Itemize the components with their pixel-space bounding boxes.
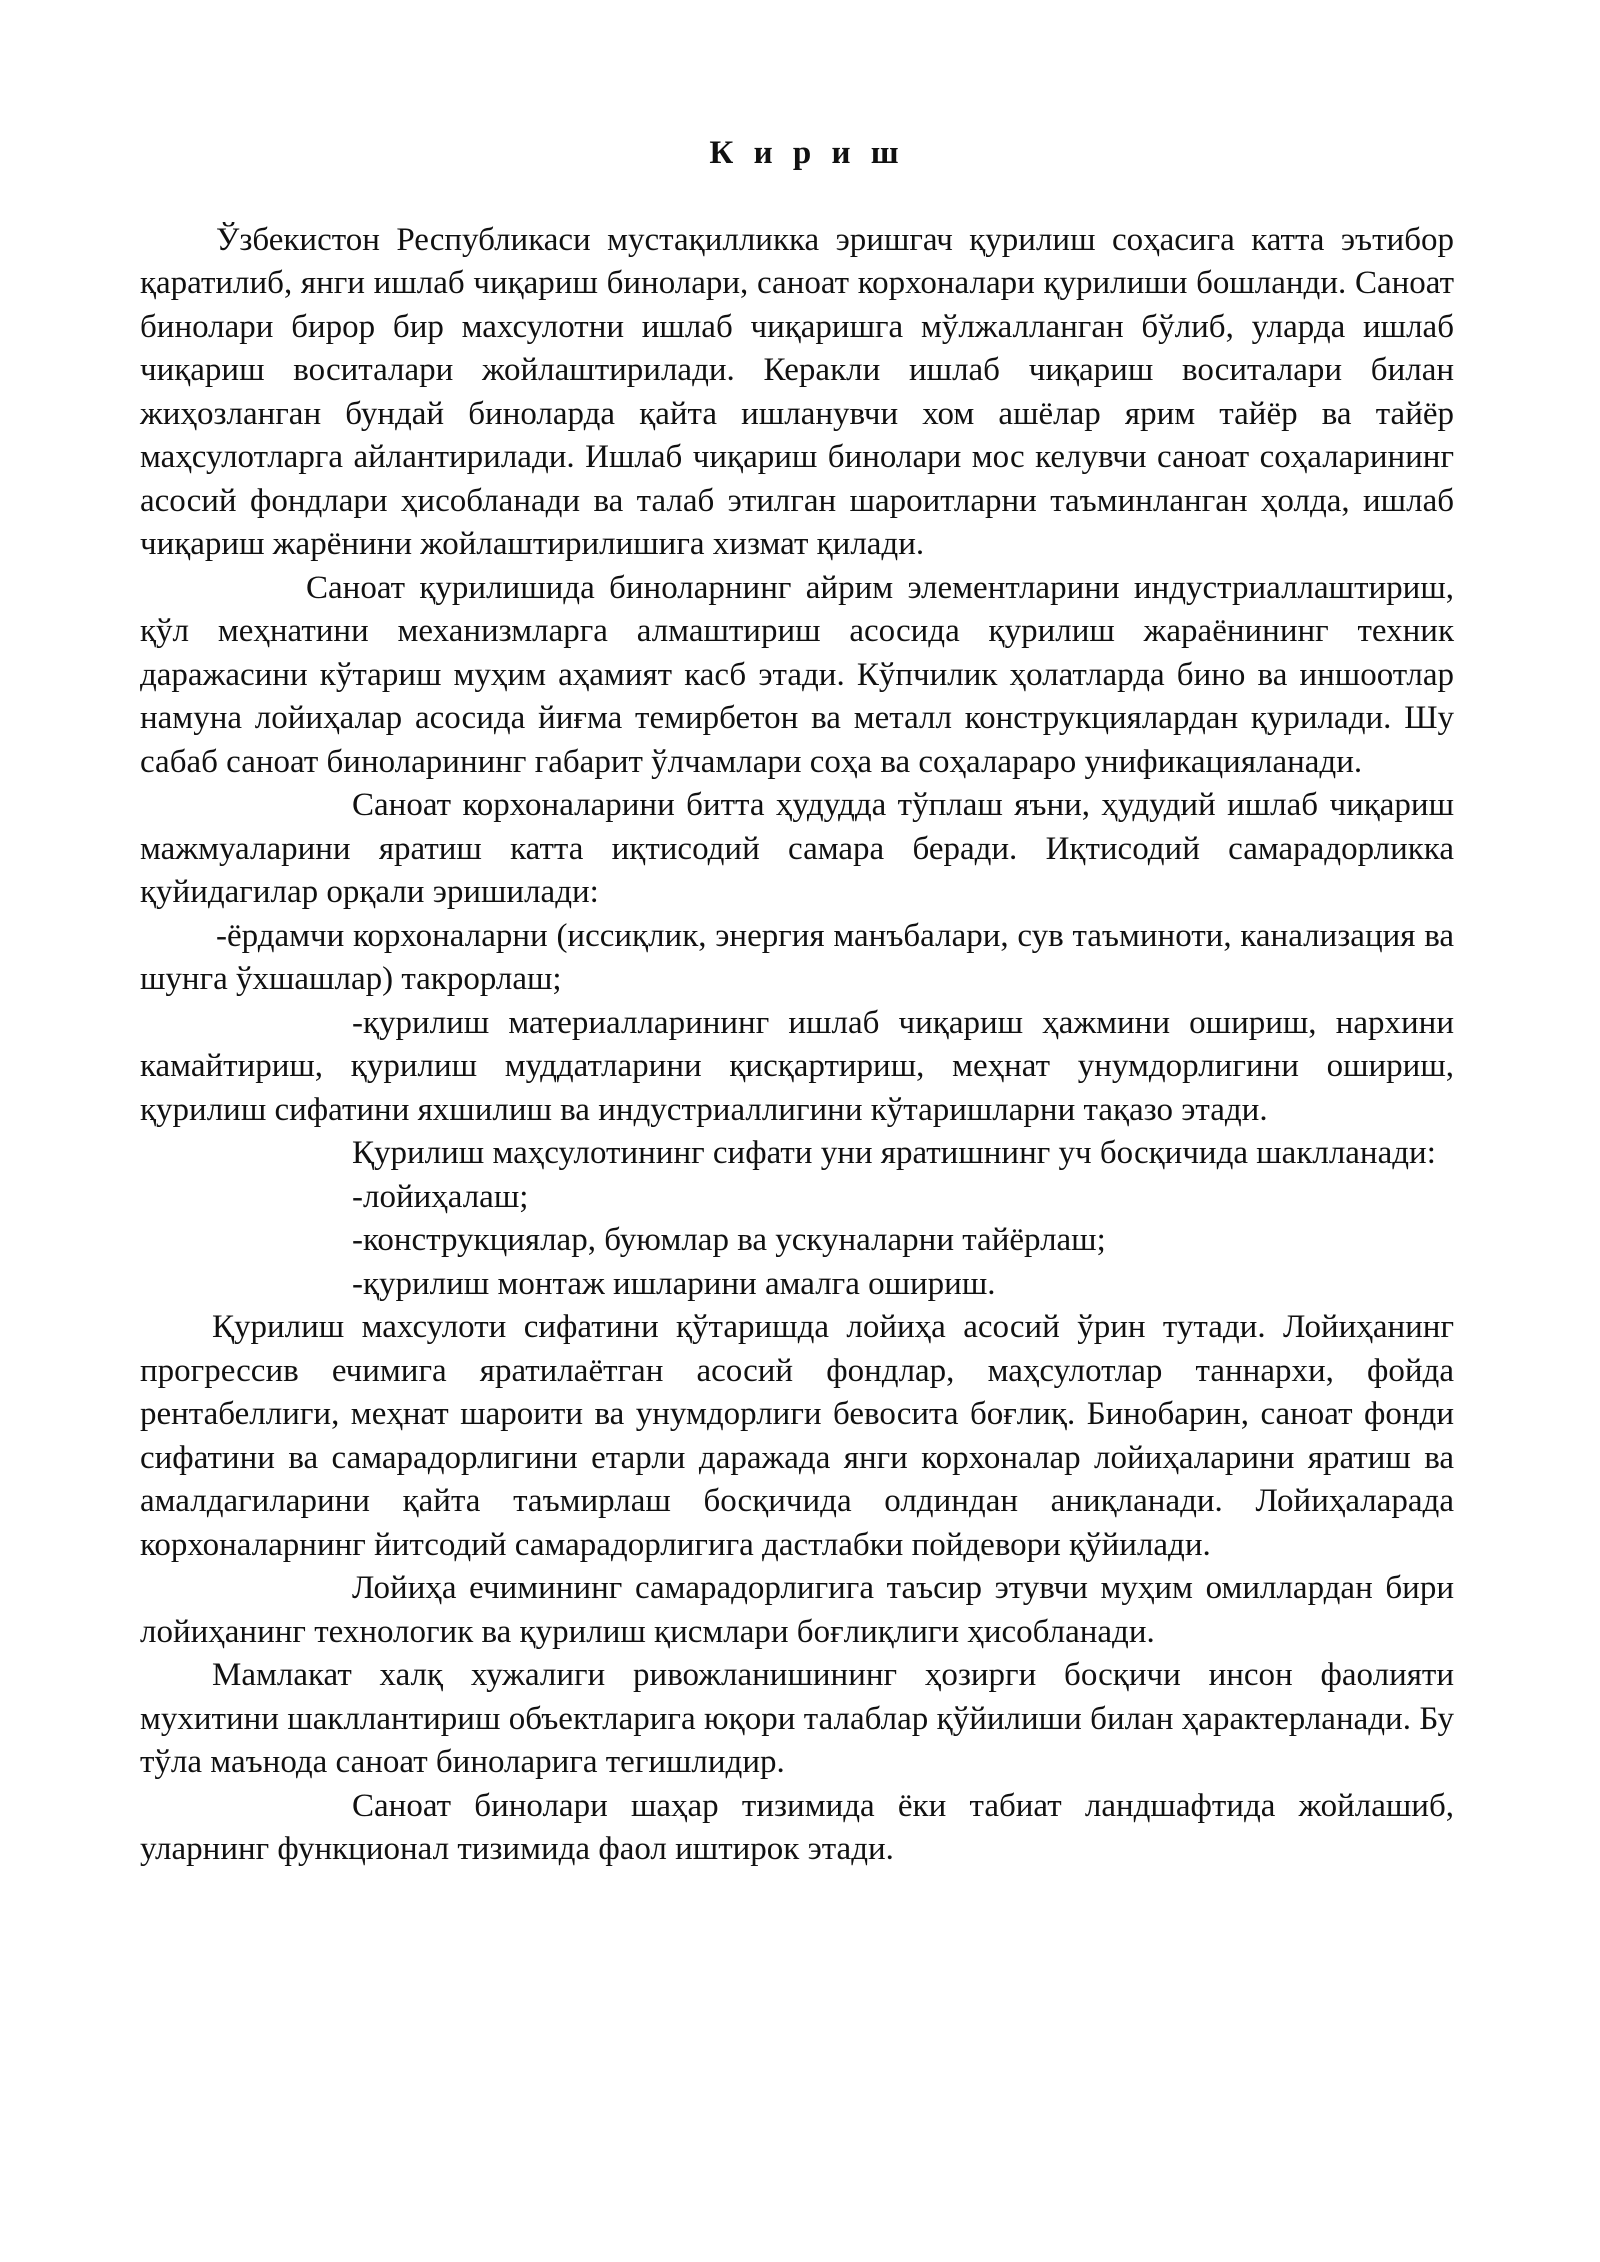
list-item-1: -ёрдамчи корхоналарни (иссиқлик, энергия манъбалари, сув таъминоти, канализация ва шунга ўхшашлар) такрорлаш; [140,917,1454,997]
list-item-2: -қурилиш материалларининг ишлаб чиқариш ҳажмини ошириш, нархини камайтириш, қурилиш муддатларини қисқартириш, меҳнат унумдорлигини ошириш, қурилиш сифатини яхшилиш ва индустриаллигини кўтаришларни тақазо этади. [140,1004,1454,1128]
paragraph-6: Лойиҳа ечимининг самарадорлигига таъсир этувчи муҳим омиллардан бири лойиҳанинг технологик ва қурилиш қисмлари боғлиқлиги ҳисобланади. [140,1570,1454,1650]
stage-item-1: -лойиҳалаш; [352,1178,529,1215]
paragraph-7: Мамлакат халқ хужалиги ривожланишининг ҳозирги босқичи инсон фаолияти мухитини шакллантириш объектларига юқори талаблар қўйилиши билан ҳарактерланади. Бу тўла маънода саноат биноларига тегишлидир. [140,1657,1454,1780]
paragraph-2: Саноат қурилишида биноларнинг айрим элементларини индустриаллаштириш, қўл меҳнатини механизмларга алмаштириш асосида қурилиш жараёнининг техник даражасини кўтариш муҳим аҳамият касб этади. Кўпчилик ҳолатларда бино ва иншоотлар намуна лойиҳалар асосида йиғма темирбетон ва металл конструкциялардан қурилади. Шу сабаб саноат биноларининг габарит ўлчамлари соҳа ва соҳалараро унификацияланади. [140,569,1454,780]
paragraph-4: Қурилиш маҳсулотининг сифати уни яратишнинг уч босқичида шаклланади: [352,1135,1436,1171]
paragraph-8: Саноат бинолари шаҳар тизимида ёки табиат ландшафтида жойлашиб, уларнинг функционал тизимида фаол иштирок этади. [140,1787,1454,1867]
paragraph-1: Ўзбекистон Республикаси мустақилликка эришгач қурилиш соҳасига катта эътибор қаратилиб, янги ишлаб чиқариш бинолари, саноат корхоналари қурилиши бошланди. Саноат бинолари бирор бир махсулотни ишлаб чиқаришга мўлжалланган бўлиб, уларда ишлаб чиқариш воситалари жойлаштирилади. Керакли ишлаб чиқариш воситалари билан жиҳозланган бундай биноларда қайта ишланувчи хом ашёлар ярим тайёр ва тайёр маҳсулотларга айлантирилади. Ишлаб чиқариш бинолари мос келувчи саноат соҳаларининг асосий фондлари ҳисобланади ва талаб этилган шароитларни таъминланган ҳолда, ишлаб чиқариш жарёнини жойлаштирилишига хизмат қилади. [140,221,1454,562]
document-title: К и р и ш [709,135,905,171]
paragraph-5: Қурилиш махсулоти сифатини қўтаришда лойиҳа асосий ўрин тутади. Лойиҳанинг прогрессив ечимига яратилаётган асосий фондлар, маҳсулотлар таннархи, фойда рентабеллиги, меҳнат шароити ва унумдорлиги бевосита боғлиқ. Бинобарин, саноат фонди сифатини ва самарадорлигини етарли даражада янги корхоналар лойиҳаларини яратиш ва амалдагиларини қайта таъмирлаш босқичида олдиндан аниқланади. Лойиҳаларада корхоналарнинг йитсодий самарадорлигига дастлабки пойдевори қўйилади. [140,1309,1454,1563]
paragraph-3: Саноат корхоналарини битта ҳудудда тўплаш яъни, ҳудудий ишлаб чиқариш мажмуаларини яратиш катта иқтисодий самара беради. Иқтисодий самарадорликка қуйидагилар орқали эришилади: [140,787,1454,910]
stage-item-2: -конструкциялар, буюмлар ва ускуналарни тайёрлаш; [352,1222,1106,1258]
stage-item-3: -қурилиш монтаж ишларини амалга ошириш. [352,1265,996,1302]
document-body [140,132,1454,1872]
